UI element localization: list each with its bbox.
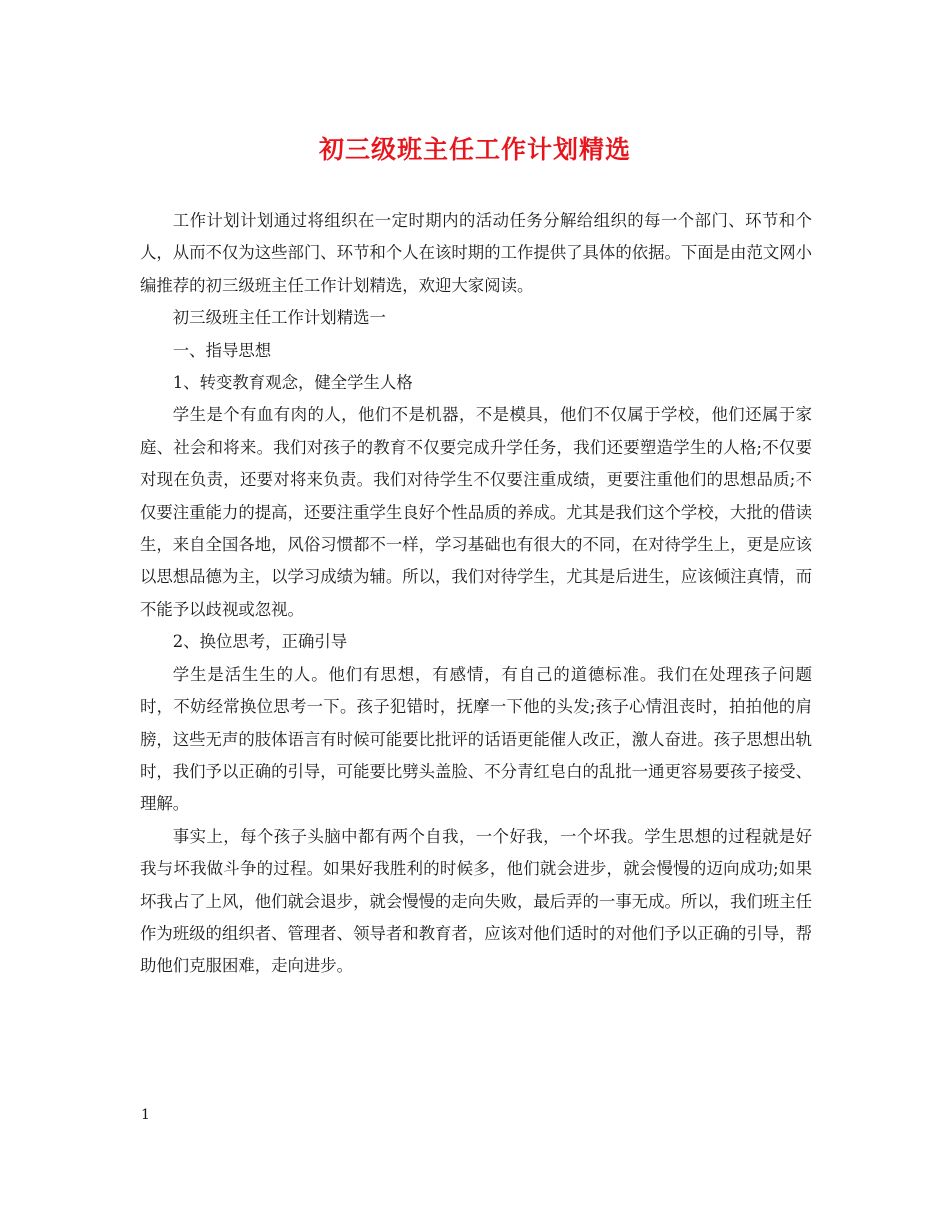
page-number: 1 — [141, 1107, 150, 1123]
subsection-heading: 一、指导思想 — [172, 340, 272, 360]
section-heading: 初三级班主任工作计划精选一 — [172, 308, 386, 328]
point-heading-1: 1、转变教育观念，健全学生人格 — [172, 373, 413, 393]
intro-paragraph: 工作计划计划通过将组织在一定时期内的活动任务分解给组织的每一个部门、环节和个人，从而不仅为这些部门、环节和个人在该时期的工作提供了具体的依据。下面是由范文网小编推荐的初三级班主任工作计划精选，欢迎大家阅读。 — [140, 211, 813, 295]
document-title: 初三级班主任工作计划精选 — [318, 135, 631, 164]
body-paragraph-3: 事实上，每个孩子头脑中都有两个自我，一个好我，一个坏我。学生思想的过程就是好我与坏我做斗争的过程。如果好我胜利的时候多，他们就会进步，就会慢慢的迈向成功;如果坏我占了上风，他们就会退步，就会慢慢的走向失败，最后弄的一事无成。所以，我们班主任作为班级的组织者、管理者、领导者和教育者，应该对他们适时的对他们予以正确的引导，帮助他们克服困难，走向进步。 — [140, 826, 813, 976]
point-heading-2: 2、换位思考，正确引导 — [172, 632, 348, 652]
body-paragraph-1: 学生是个有血有肉的人，他们不是机器，不是模具，他们不仅属于学校，他们还属于家庭、社会和将来。我们对孩子的教育不仅要完成升学任务，我们还要塑造学生的人格;不仅要对现在负责，还要对将来负责。我们对待学生不仅要注重成绩，更要注重他们的思想品质;不仅要注重能力的提高，还要注重学生良好个性品质的养成。尤其是我们这个学校，大批的借读生，来自全国各地，风俗习惯都不一样，学习基础也有很大的不同，在对待学生上，更是应该以思想品德为主，以学习成绩为辅。所以，我们对待学生，尤其是后进生，应该倾注真情，而不能予以歧视或忽视。 — [140, 405, 813, 619]
body-paragraph-2: 学生是活生生的人。他们有思想，有感情，有自己的道德标准。我们在处理孩子问题时，不妨经常换位思考一下。孩子犯错时，抚摩一下他的头发;孩子心情沮丧时，拍拍他的肩膀，这些无声的肢体语言有时候可能要比批评的话语更能催人改正，激人奋进。孩子思想出轨时，我们予以正确的引导，可能要比劈头盖脸、不分青红皂白的乱批一通更容易要孩子接受、理解。 — [140, 664, 813, 814]
document-body — [140, 205, 812, 983]
